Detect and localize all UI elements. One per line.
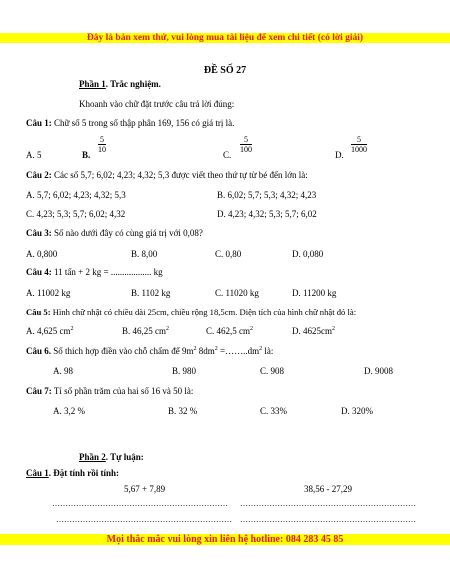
answer-dotline-right-2: ………………………………………………………… [240, 515, 416, 524]
q5-option-c: C. 462,5 $cm^2$ [206, 326, 253, 336]
q7-option-c: C. 33% [260, 406, 287, 416]
q6-option-b: B. 980 [172, 366, 197, 376]
q6-option-a: A. 98 [53, 366, 73, 376]
q1-fraction-b: $\frac{5}{10}$ [98, 135, 106, 154]
essay-question-1: Câu 1. Đặt tính rồi tính: [26, 468, 120, 478]
q1-option-b-letter: B. [82, 150, 91, 160]
q7-option-a: A. 3,2 % [53, 406, 85, 416]
q2-option-d: D. 4,23; 4,32; 5,3; 5,7; 6,02 [217, 209, 317, 219]
q4-option-a: A. 11002 kg [26, 288, 71, 298]
question-3: Câu 3: Số nào dưới đây có cùng giá trị với 0,08? [26, 228, 203, 238]
q2-option-c: C. 4,23; 5,3; 5,7; 6,02; 4,32 [26, 209, 126, 219]
question-1: Câu 1: Chữ số 5 trong số thập phân 169, 156 có giá trị là. [26, 118, 235, 128]
part1-heading: Phần 1. Trắc nghiệm. [79, 79, 161, 89]
essay-right-expression: 38,56 - 27,29 [304, 484, 352, 494]
question-7: Câu 7: Tỉ số phần trăm của hai số 16 và 50 là: [26, 386, 194, 396]
q3-option-b: B. 8,00 [131, 249, 158, 259]
q7-option-d: D. 320% [341, 406, 373, 416]
q7-option-b: B. 32 % [168, 406, 198, 416]
question-5: Câu 5: Hình chữ nhật có chiều dài 25cm, chiều rộng 18,5cm. Diện tích của hình chữ nhật đó là: [26, 307, 357, 317]
q2-option-a: A. 5,7; 6,02; 4,23; 4,32; 5,3 [26, 190, 126, 200]
part2-heading: Phần 2. Tự luận: [79, 452, 144, 462]
answer-dotline-right-1: ………………………………………………………… [240, 499, 416, 508]
q4-option-c: C. 11020 kg [215, 288, 259, 298]
q1-option-c-letter: C. [223, 150, 232, 160]
question-4: Câu 4: 11 tấn + 2 kg = .................. kg [26, 267, 163, 277]
answer-dotline-left-2: ………………………………………………………… [56, 515, 232, 524]
q3-option-c: C. 0,80 [215, 249, 242, 259]
q4-option-d: D. 11200 kg [292, 288, 337, 298]
q6-option-c: C. 908 [260, 366, 285, 376]
q1-option-a: A. 5 [26, 150, 42, 160]
q5-option-d: D. $4625cm^2$ [292, 326, 335, 336]
q2-option-b: B. 6,02; 5,7; 5,3; 4,32; 4,23 [217, 190, 317, 200]
question-2: Câu 2: Các số 5,7; 6,02; 4,23; 4,32; 5,3 được viết theo thứ tự từ bé đến lớn là: [26, 170, 308, 180]
q3-option-a: A. 0,800 [26, 249, 58, 259]
instruction: Khoanh vào chữ đặt trước câu trả lời đúng: [79, 99, 235, 109]
q1-option-d-letter: D. [335, 150, 344, 160]
header-banner: Đây là bản xem thử, vui lòng mua tài liệu để xem chi tiết (có lời giải) [0, 33, 450, 43]
q5-option-b: B. 46,25 $cm^2$ [122, 326, 169, 336]
q3-option-d: D. 0,080 [292, 249, 324, 259]
footer-banner: Mọi thắc mắc vui lòng xin liên hệ hotline: 084 283 45 85 [0, 534, 450, 545]
q6-option-d: D. 9008 [364, 366, 393, 376]
q1-fraction-d: $\frac{5}{1000}$ [351, 135, 367, 154]
q5-option-a: A. 4,625 $cm^2$ [26, 326, 74, 336]
page-title: ĐỀ SỐ 27 [203, 65, 247, 76]
essay-left-expression: 5,67 + 7,89 [124, 484, 166, 494]
q1-fraction-c: $\frac{5}{100}$ [240, 135, 252, 154]
answer-dotline-left-1: ………………………………………………………… [52, 499, 228, 508]
question-6: Câu 6. Số thích hợp điền vào chỗ chấm để $9m^2$ $8dm^2$ $=\dots\dots..dm^2$ là: [26, 346, 274, 356]
q4-option-b: B. 1102 kg [131, 288, 171, 298]
